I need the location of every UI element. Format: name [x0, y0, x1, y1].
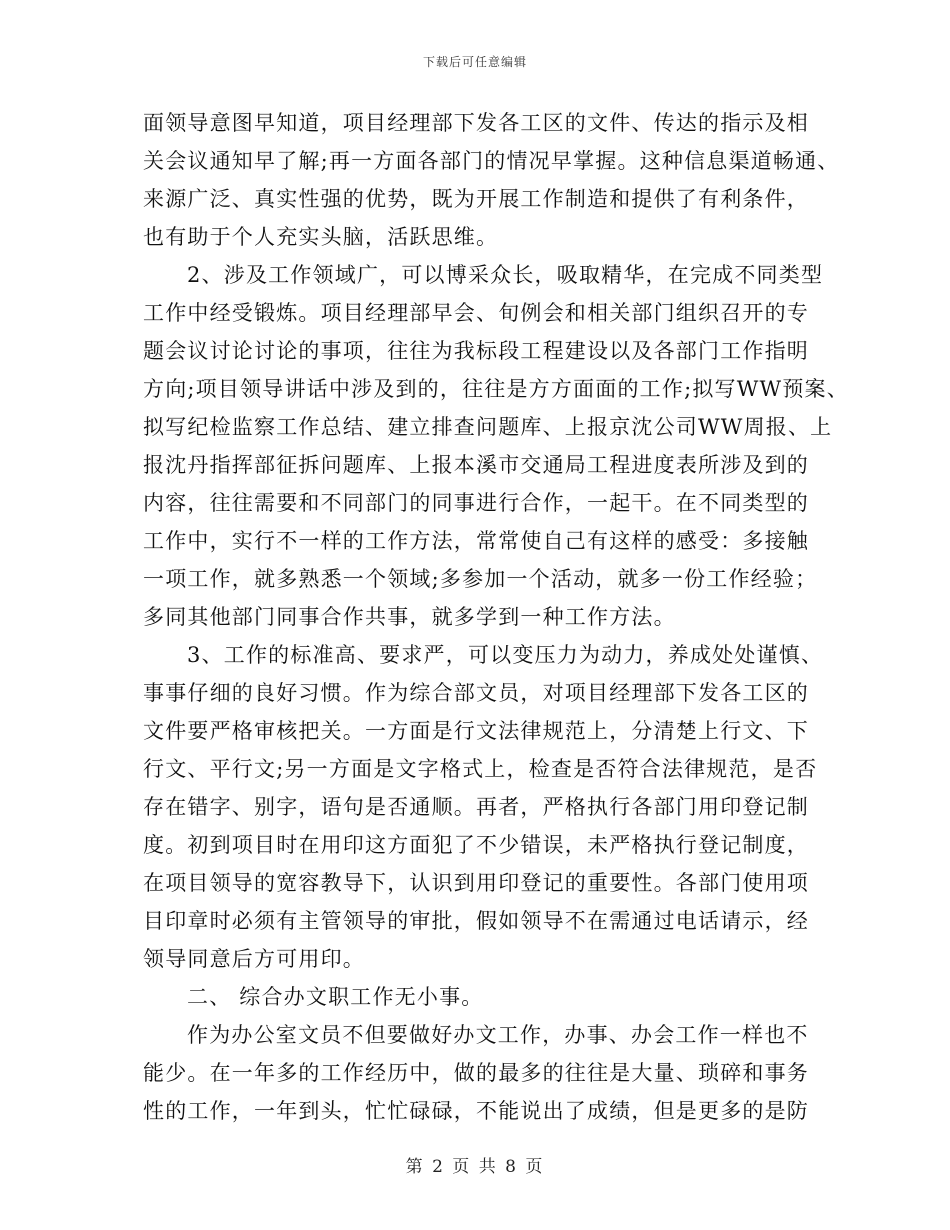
text-line: 度。初到项目时在用印这方面犯了不少错误，未严格执行登记制度， — [143, 833, 809, 857]
text-line: 文件要严格审核把关。一方面是行文法律规范上，分清楚上行文、下 — [143, 719, 809, 743]
text-line: 领导同意后方可用印。 — [143, 947, 365, 971]
text-line: 内容，往往需要和不同部门的同事进行合作，一起干。在不同类型的 — [143, 491, 809, 515]
text-line: 报沈丹指挥部征拆问题库、上报本溪市交通局工程进度表所涉及到的 — [143, 453, 809, 477]
text-line: 事事仔细的良好习惯。作为综合部文员，对项目经理部下发各工区的 — [143, 681, 809, 705]
text-line: 工作中经受锻炼。项目经理部早会、旬例会和相关部门组织召开的专 — [143, 301, 809, 325]
text-line: 多同其他部门同事合作共事，就多学到一种工作方法。 — [143, 605, 676, 629]
text-line: 也有助于个人充实头脑，活跃思维。 — [143, 225, 499, 249]
text-line: 目印章时必须有主管领导的审批，假如领导不在需通过电话请示，经 — [143, 909, 809, 933]
text-line: 存在错字、别字，语句是否通顺。再者，严格执行各部门用印登记制 — [143, 795, 809, 819]
document-body — [143, 104, 849, 1130]
text-line: 来源广泛、真实性强的优势，既为开展工作制造和提供了有利条件， — [143, 187, 809, 211]
text-line: 拟写纪检监察工作总结、建立排查问题库、上报京沈公司WW周报、上 — [143, 415, 833, 439]
text-line: 题会议讨论讨论的事项，往往为我标段工程建设以及各部门工作指明 — [143, 339, 809, 363]
paragraph-start-line: 3、工作的标准高、要求严，可以变压力为动力，养成处处谨慎、 — [187, 643, 824, 667]
text-line: 一项工作，就多熟悉一个领域;多参加一个活动，就多一份工作经验； — [143, 567, 818, 591]
text-line: 工作中，实行不一样的工作方法，常常使自己有这样的感受：多接触 — [143, 529, 809, 553]
text-line: 性的工作，一年到头，忙忙碌碌，不能说出了成绩，但是更多的是防 — [143, 1099, 809, 1123]
paragraph-start-line: 2、涉及工作领域广，可以博采众长，吸取精华，在完成不同类型 — [187, 263, 824, 287]
page-number: 第 2 页 共 8 页 — [405, 1157, 545, 1177]
text-line: 方向;项目领导讲话中涉及到的，往往是方方面面的工作;拟写WW预案、 — [143, 377, 849, 401]
text-line: 在项目领导的宽容教导下，认识到用印登记的重要性。各部门使用项 — [143, 871, 809, 895]
page-header: 下载后可任意编辑 — [422, 55, 527, 69]
text-line: 能少。在一年多的工作经历中，做的最多的往往是大量、琐碎和事务 — [143, 1061, 809, 1085]
text-line: 面领导意图早知道，项目经理部下发各工区的文件、传达的指示及相 — [143, 111, 809, 135]
section-heading: 二、 综合办文职工作无小事。 — [187, 985, 484, 1009]
text-line: 关会议通知早了解;再一方面各部门的情况早掌握。这种信息渠道畅通、 — [143, 149, 840, 173]
text-line: 行文、平行文;另一方面是文字格式上，检查是否符合法律规范，是否 — [143, 757, 818, 781]
paragraph-start-line: 作为办公室文员不但要做好办文工作，办事、办会工作一样也不 — [187, 1023, 809, 1047]
